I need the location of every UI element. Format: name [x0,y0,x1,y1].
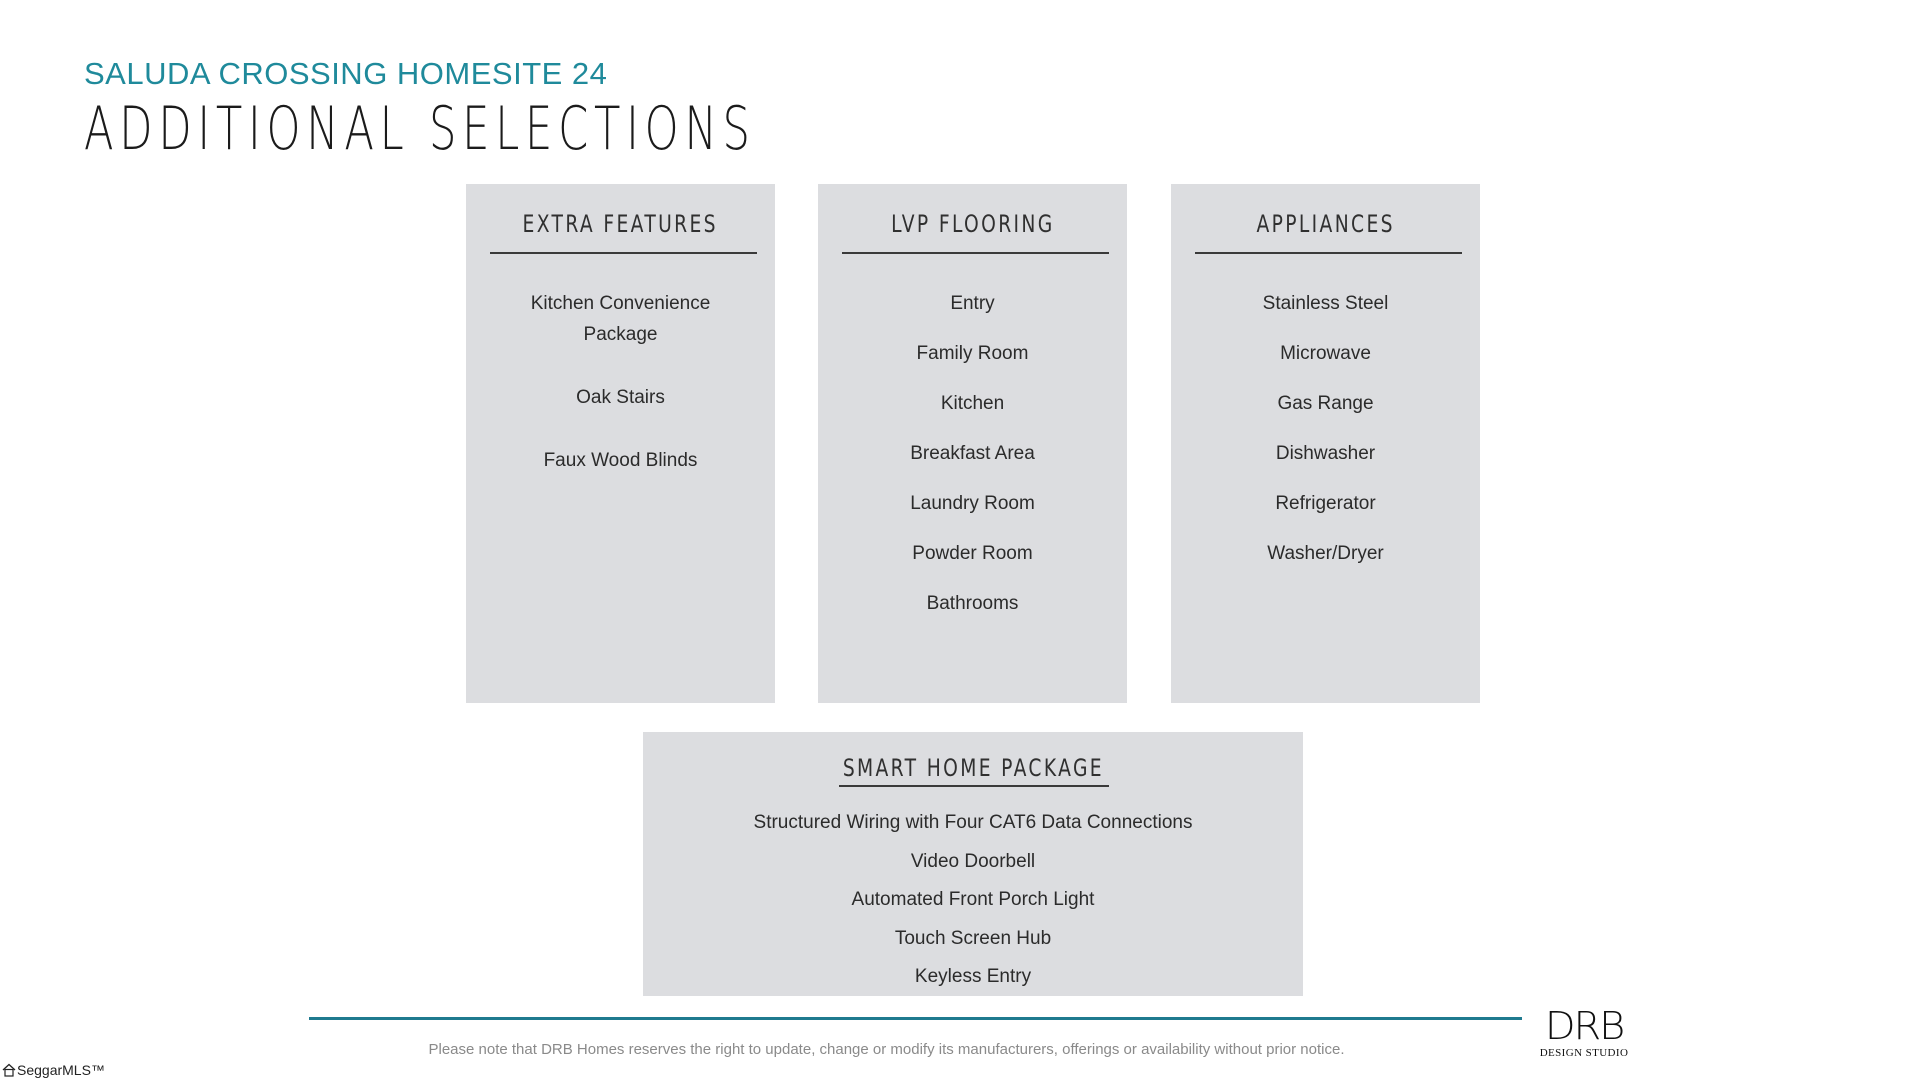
smart-home-panel [643,732,1303,996]
list-item: Faux Wood Blinds [543,450,698,471]
list-item: Stainless Steel [1262,293,1389,314]
list-item: Automated Front Porch Light [851,889,1095,910]
list-item: Kitchen Convenience Package [530,293,711,345]
page-title: ADDITIONAL SELECTIONS [84,94,756,164]
list-item: Family Room [916,343,1029,364]
list-item: Refrigerator [1275,493,1376,514]
mls-watermark-text: SeggarMLS™ [17,1062,105,1078]
panel-heading: APPLIANCES [1256,210,1395,238]
logo-subtitle: DESIGN STUDIO [1539,1047,1629,1059]
panel-heading: SMART HOME PACKAGE [842,754,1104,782]
lvp-flooring-panel [818,184,1127,703]
list-item: Video Doorbell [910,850,1036,872]
heading-divider [490,252,757,254]
heading-divider [839,785,1109,787]
logo-mark: DRB [1544,1004,1624,1048]
drb-design-studio-logo [1537,1005,1631,1059]
list-item: Kitchen [940,393,1005,414]
panel-heading: EXTRA FEATURES [522,210,719,238]
panel-heading: LVP FLOORING [890,210,1055,238]
list-item: Powder Room [912,543,1033,564]
list-item: Gas Range [1277,393,1374,414]
extra-features-panel [466,184,775,703]
extra-features-list [466,288,775,508]
list-item: Microwave [1280,343,1371,364]
footer-divider [309,1017,1522,1020]
list-item: Entry [950,293,995,314]
house-icon [2,1063,16,1077]
list-item: Structured Wiring with Four CAT6 Data Connections [753,812,1193,833]
smart-home-list [643,804,1303,997]
heading-divider [1195,252,1462,254]
list-item: Washer/Dryer [1267,543,1384,564]
list-item: Laundry Room [910,493,1035,514]
list-item: Breakfast Area [910,443,1035,464]
list-item: Dishwasher [1275,443,1376,464]
appliances-panel [1171,184,1480,703]
list-item: Keyless Entry [914,966,1032,987]
page-subtitle: SALUDA CROSSING HOMESITE 24 [84,56,608,91]
list-item: Oak Stairs [576,387,665,408]
list-item: Bathrooms [926,593,1019,614]
heading-divider [842,252,1109,254]
list-item: Touch Screen Hub [894,927,1052,949]
disclaimer-text: Please note that DRB Homes reserves the right to update, change or modify its manufacturers, offerings or availability without prior notice. [428,1041,1345,1058]
appliances-list [1171,288,1480,588]
lvp-flooring-list [818,288,1127,638]
mls-watermark [2,1062,105,1078]
